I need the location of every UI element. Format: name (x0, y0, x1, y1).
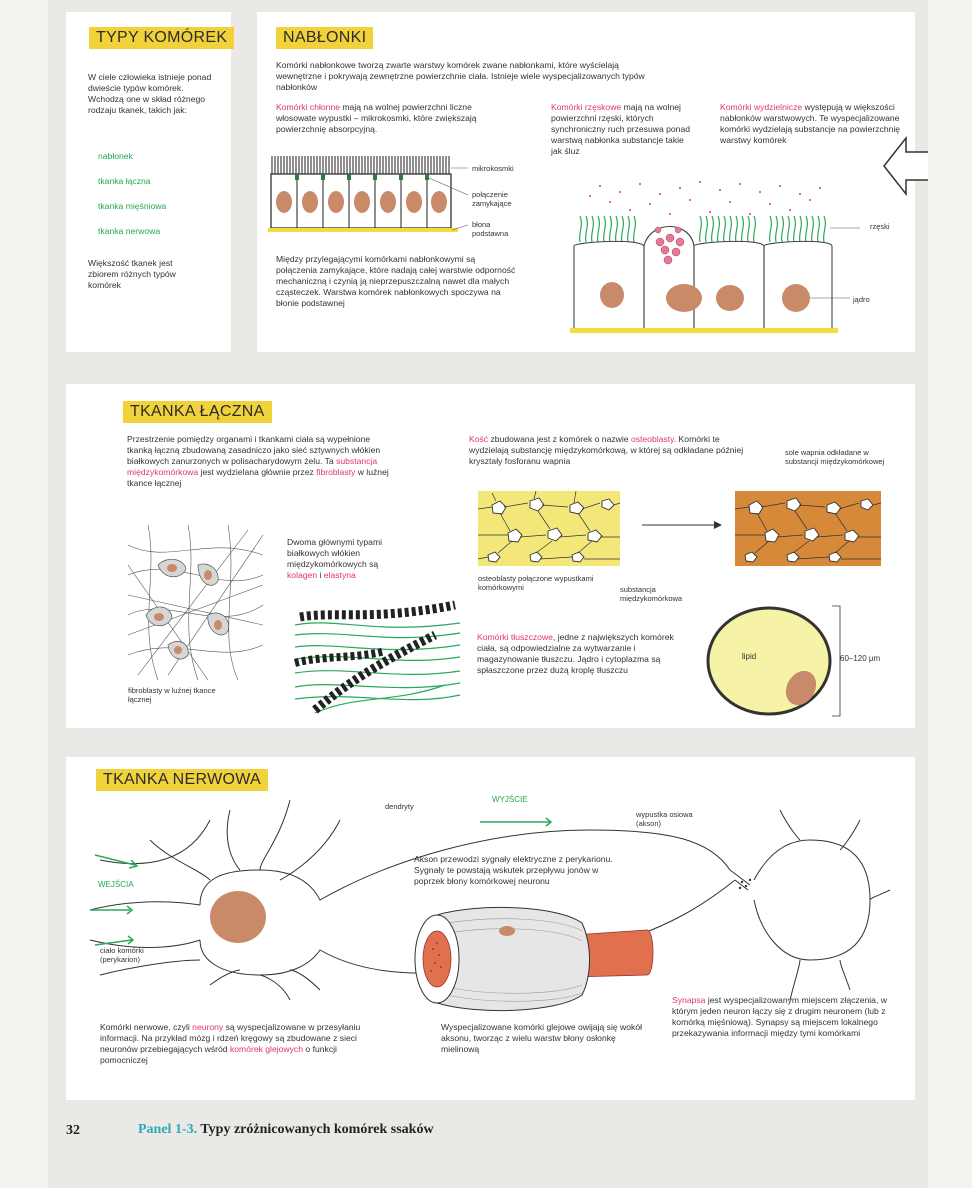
synapse-text (672, 995, 912, 1039)
fibers-diagram (295, 595, 460, 715)
matrix-term: substancja międzykomórkowa (127, 456, 378, 477)
fat-cells-term: Komórki tłuszczowe (477, 632, 553, 642)
secretory-cells-desc: występują w większości nabłonków warstwowych. Te wyspecjalizowane komórki wydzielają substancje na powierzchnię warstwy komórek (720, 102, 901, 145)
absorptive-cells-desc: mają na wolnej powierzchni liczne włosowate wypustki – mikrokosmki, które zwiększają powierzchnię absorpcyjną. (276, 102, 477, 134)
elastin-term: elastyna (323, 570, 356, 580)
nervous-title: TKANKA NERWOWA (96, 769, 268, 791)
glia-text: Wyspecjalizowane komórki glejowe owijają się wokół aksonu, tworząc z wielu warstw błony osłonkę mielinową (441, 1022, 643, 1054)
arrow-left-icon (882, 136, 928, 196)
connective-intro-a: Przestrzenie pomiędzy organami i tkankami ciała są wypełnione tkanką łączną zbudowaną zasadniczo jako sieć sztywnych włókien białkowych zanurzonych w polisacharydowym żelu. Ta (127, 434, 381, 466)
glial-cells-term: komórek glejowych (229, 1044, 304, 1054)
cell-body-label: ciało komórki (perykarion) (100, 946, 144, 964)
bone-text (469, 434, 759, 467)
fat-cells-text (477, 632, 687, 676)
fibers-text-a: Dwoma głównymi typami białkowych włókien międzykomórkowych są (287, 537, 383, 569)
axon-label: wypustka osiowa (akson) (636, 810, 693, 828)
microvilli-label: mikrokosmki (472, 164, 514, 173)
fibroblasts-label: fibroblasty w luźnej tkance łącznej (128, 686, 216, 704)
neurons-text-a: Komórki nerwowe, czyli (100, 1022, 193, 1032)
cell-types-title: TYPY KOMÓREK (89, 27, 234, 49)
collagen-term: kolagen (287, 570, 318, 580)
dendrites-label: dendryty (385, 802, 414, 811)
axon-text: Akson przewodzi sygnały elektryczne z perykarionu. Sygnały te powstają wskutek przepływu jonów w poprzek błony komórkowej neuronu (414, 854, 613, 886)
matrix-label: substancja międzykomórkowa (620, 585, 683, 603)
panel-caption-text: Typy zróżnicowanych komórek ssaków (200, 1122, 434, 1137)
fat-cell-diagram (705, 604, 835, 718)
neurons-term: neurony (192, 1022, 224, 1032)
ciliated-cells-text (551, 102, 696, 157)
osteoblasts-label: osteoblasty połączone wypustkami komórkowymi (478, 574, 594, 592)
bone-term: Kość (469, 434, 489, 444)
tissue-item-connective: tkanka łączna (98, 176, 151, 186)
fibroblast-diagram (128, 525, 263, 680)
bone-yellow-diagram (478, 491, 620, 566)
neurons-text (100, 1022, 380, 1066)
ciliated-cells-desc: mają na wolnej powierzchni rzęski, których synchroniczny ruch przesuwa ponad warstwą nabłonka substancje takie jak śluz (551, 102, 691, 156)
junction-label: połączenie zamykające (472, 190, 512, 208)
tissue-item-nervous: tkanka nerwowa (98, 226, 161, 236)
ciliated-cells-term: Komórki rzęskowe (551, 102, 622, 112)
neurons-text-c: o funkcji pomocniczej (100, 1044, 337, 1065)
lipid-label: lipid (742, 652, 757, 661)
epithelia-title: NABŁONKI (276, 27, 373, 49)
panel-label: Panel 1-3. (138, 1122, 198, 1137)
neurons-text-b: są wyspecjalizowane w przesyłaniu informacji. Na przykład mózg i rdzeń kręgowy są zbudowane z sieci neuronów przebiegających wśród (100, 1022, 361, 1054)
inputs-label: WEJŚCIA (98, 880, 134, 889)
connective-intro-c: w luźnej tkance łącznej (127, 467, 389, 488)
fibers-text-b: i (317, 570, 324, 580)
osteoblast-term: osteoblasty (630, 434, 674, 444)
cell-types-intro: W ciele człowieka istnieje ponad dwieście typów komórek. Wchodzą one w skład różnego rodzaju tkanek, takich jak: (88, 72, 212, 115)
panel-caption (138, 1122, 434, 1138)
cell-types-outro: Większość tkanek jest zbiorem różnych typów komórek (88, 258, 176, 290)
absorptive-epithelium-diagram (268, 150, 468, 235)
bone-arrow (642, 520, 722, 530)
page-number: 32 (66, 1123, 80, 1138)
calcium-label: sole wapnia odkładane w substancji międzykomórkowej (785, 448, 885, 466)
fibers-text (287, 537, 409, 581)
fat-cells-desc: , jedne z największych komórek ciała, są odpowiedzialne za wytwarzanie i magazynowanie tłuszczu. Jądro i cytoplazma są spłaszczone przez dużą kroplę tłuszczu (477, 632, 674, 675)
connective-intro (127, 434, 389, 489)
fat-size-label: 60–120 μm (840, 654, 881, 663)
nucleus-label: jądro (853, 295, 870, 304)
output-label: WYJŚCIE (492, 795, 528, 804)
tissue-item-epithelium: nabłonek (98, 151, 133, 161)
junctions-text: Między przylegającymi komórkami nabłonkowymi są połączenia zamykające, które nadają całej warstwie odporność mechaniczną i czynią ją nieprzepuszczalną nawet dla małych cząsteczek. Warstwa komórek nabłonkowych spoczywa na błonie podstawnej (276, 254, 516, 308)
synapse-desc: jest wyspecjalizowanym miejscem złączenia, w którym jeden neuron łączy się z drugim neuronem (lub z komórką mięśniową). Synapsy są miejscem lokalnego przekazywania informacji między tymi komórkami (672, 995, 887, 1038)
tissue-item-muscle: tkanka mięśniowa (98, 201, 167, 211)
epithelia-intro: Komórki nabłonkowe tworzą zwarte warstwy komórek zwane nabłonkami, które wyścielają wewnętrzne i pokrywają zewnętrzne powierzchnie ciała. Istnieje wiele wyspecjalizowanych typów nabłonków (276, 60, 645, 92)
absorptive-cells-text (276, 102, 481, 135)
tissue-list (98, 151, 166, 251)
synapse-term: Synapsa (672, 995, 706, 1005)
fibroblast-term: fibroblasty (316, 467, 356, 477)
bone-orange-diagram (735, 491, 881, 566)
connective-title: TKANKA ŁĄCZNA (123, 401, 272, 423)
bone-text-b: . Komórki te wydzielają substancję międzykomórkową, w której są odkładane później kryształy fosforanu wapnia (469, 434, 744, 466)
myelin-diagram (407, 905, 652, 1015)
ciliated-epithelium-diagram (560, 180, 860, 335)
basal-membrane-label: błona podstawna (472, 220, 509, 238)
absorptive-cells-term: Komórki chłonne (276, 102, 341, 112)
connective-intro-b: jest wydzielana głównie przez (198, 467, 317, 477)
cilia-label: rzęski (870, 222, 890, 231)
secretory-cells-term: Komórki wydzielnicze (720, 102, 803, 112)
bone-text-a: zbudowana jest z komórek o nazwie (488, 434, 631, 444)
